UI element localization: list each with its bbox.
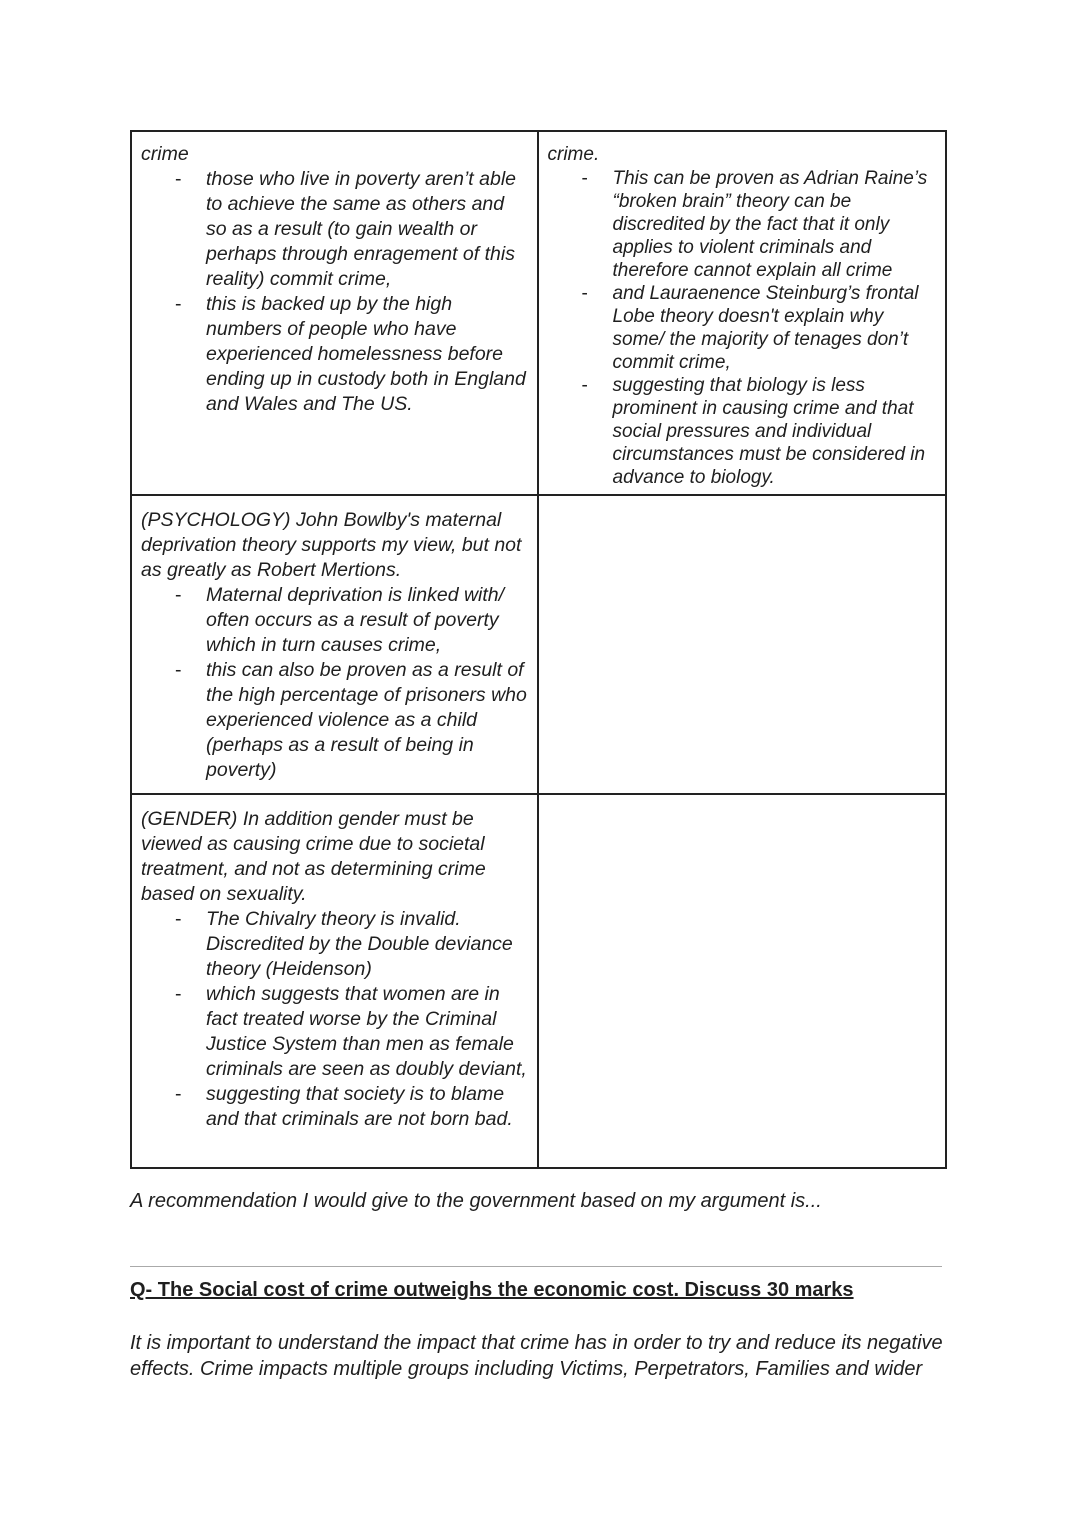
list-item: - those who live in poverty aren’t able to achieve the same as others and so as a result (to gain wealth or perhaps through enragement of this reality) commit crime, <box>206 167 529 292</box>
cell-intro: (GENDER) In addition gender must be viewed as causing crime due to societal treatment, and not as determining crime based on sexuality. <box>141 808 486 905</box>
table-cell-left <box>132 132 539 494</box>
table-cell-right <box>539 496 946 793</box>
table-row <box>132 795 945 1167</box>
list-item: - suggesting that biology is less prominent in causing crime and that social pressures and individual circumstances must be considered in advance to biology. <box>613 374 938 489</box>
cell-intro: crime. <box>547 144 600 165</box>
list-item: - this is backed up by the high numbers of people who have experienced homelessness before ending up in custody both in England and Wales and The US. <box>206 292 529 417</box>
table-row <box>132 132 945 496</box>
list-item: - and Lauraenence Steinburg’s frontal Lobe theory doesn't explain why some/ the majority of tenages don’t commit crime, <box>613 282 938 374</box>
cell-intro: crime <box>141 143 189 165</box>
table-cell-left <box>132 795 539 1167</box>
list-item: - suggesting that society is to blame and that criminals are not born bad. <box>206 1082 529 1132</box>
table-row <box>132 496 945 795</box>
body-paragraph: It is important to understand the impact that crime has in order to try and reduce its negative effects. Crime impacts multiple groups including Victims, Perpetrators, Families and wider <box>130 1332 943 1380</box>
table-cell-right <box>539 795 946 1167</box>
bullet-list <box>548 167 938 489</box>
bullet-list <box>141 583 529 783</box>
argument-table <box>130 130 947 1169</box>
list-item: - Maternal deprivation is linked with/ often occurs as a result of poverty which in turn causes crime, <box>206 583 529 658</box>
list-item: - The Chivalry theory is invalid. Discredited by the Double deviance theory (Heidenson) <box>206 907 529 982</box>
question-heading: Q- The Social cost of crime outweighs the economic cost. Discuss 30 marks <box>130 1279 854 1301</box>
table-cell-left <box>132 496 539 793</box>
list-item: - this can also be proven as a result of the high percentage of prisoners who experienced violence as a child (perhaps as a result of being in poverty) <box>206 658 529 783</box>
list-item: - which suggests that women are in fact treated worse by the Criminal Justice System than men as female criminals are seen as doubly deviant, <box>206 982 529 1082</box>
divider <box>130 1266 942 1267</box>
table-cell-right <box>539 132 946 494</box>
recommendation-text: A recommendation I would give to the government based on my argument is... <box>130 1190 822 1212</box>
bullet-list <box>141 167 529 417</box>
cell-intro: (PSYCHOLOGY) John Bowlby's maternal deprivation theory supports my view, but not as greatly as Robert Mertions. <box>141 509 522 581</box>
bullet-list <box>141 907 529 1132</box>
list-item: - This can be proven as Adrian Raine’s “broken brain” theory can be discredited by the fact that it only applies to violent criminals and therefore cannot explain all crime <box>613 167 938 282</box>
